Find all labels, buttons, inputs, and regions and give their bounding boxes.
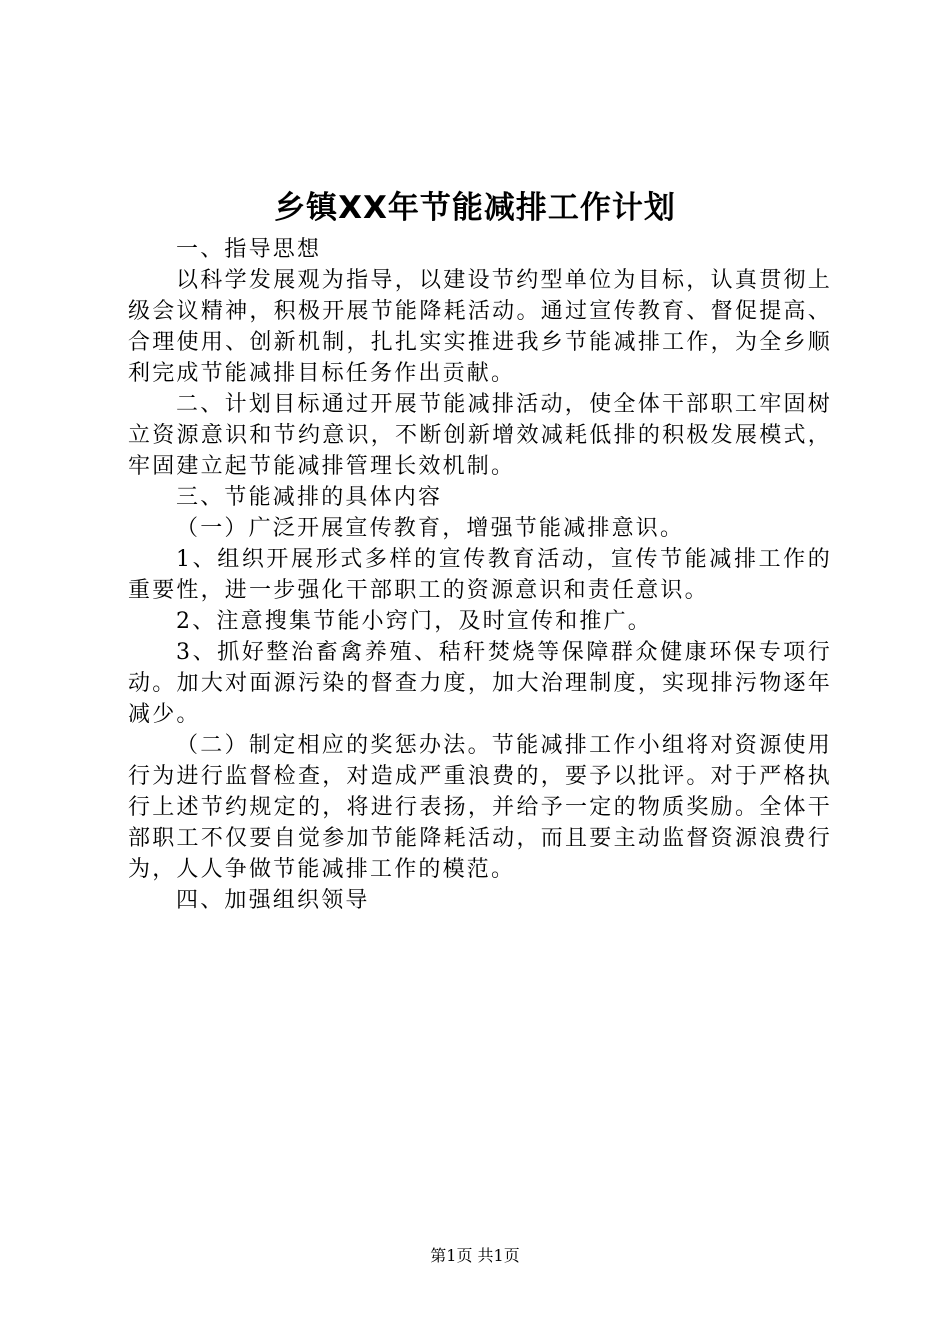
document-title: 乡镇XX年节能减排工作计划 [274,190,676,226]
section-heading-specific-content: 三、节能减排的具体内容 [176,485,443,510]
list-item-1: 1、组织开展形式多样的宣传教育活动，宣传节能减排工作的重要性，进一步强化干部职工的资源意识和责任意识。 [128,547,832,603]
list-item-2: 2、注意搜集节能小窍门，及时宣传和推广。 [176,609,652,634]
paragraph-guiding-ideology: 以科学发展观为指导，以建设节约型单位为目标，认真贯彻上级会议精神，积极开展节能降耗活动。通过宣传教育、督促提高、合理使用、创新机制，扎扎实实推进我乡节能减排工作，为全乡顺利完成节能减排目标任务作出贡献。 [128,268,832,386]
paragraph-rewards-penalties: （二）制定相应的奖惩办法。节能减排工作小组将对资源使用行为进行监督检查，对造成严重浪费的，要予以批评。对于严格执行上述节约规定的，将进行表扬，并给予一定的物质奖励。全体干部职工不仅要自觉参加节能降耗活动，而且要主动监督资源浪费行为，人人争做节能减排工作的模范。 [128,733,832,882]
list-item-3: 3、抓好整治畜禽养殖、秸秆焚烧等保障群众健康环保专项行动。加大对面源污染的督查力度，加大治理制度，实现排污物逐年减少。 [128,640,832,727]
section-heading-leadership: 四、加强组织领导 [176,888,370,913]
document-body [128,234,832,916]
subheading-publicity-education: （一）广泛开展宣传教育，增强节能减排意识。 [176,516,685,541]
page-footer: 第1页 共1页 [430,1246,520,1265]
section-heading-guiding-ideology: 一、指导思想 [176,237,322,262]
paragraph-plan-goal: 二、计划目标通过开展节能减排活动，使全体干部职工牢固树立资源意识和节约意识，不断创新增效减耗低排的积极发展模式，牢固建立起节能减排管理长效机制。 [128,392,832,479]
